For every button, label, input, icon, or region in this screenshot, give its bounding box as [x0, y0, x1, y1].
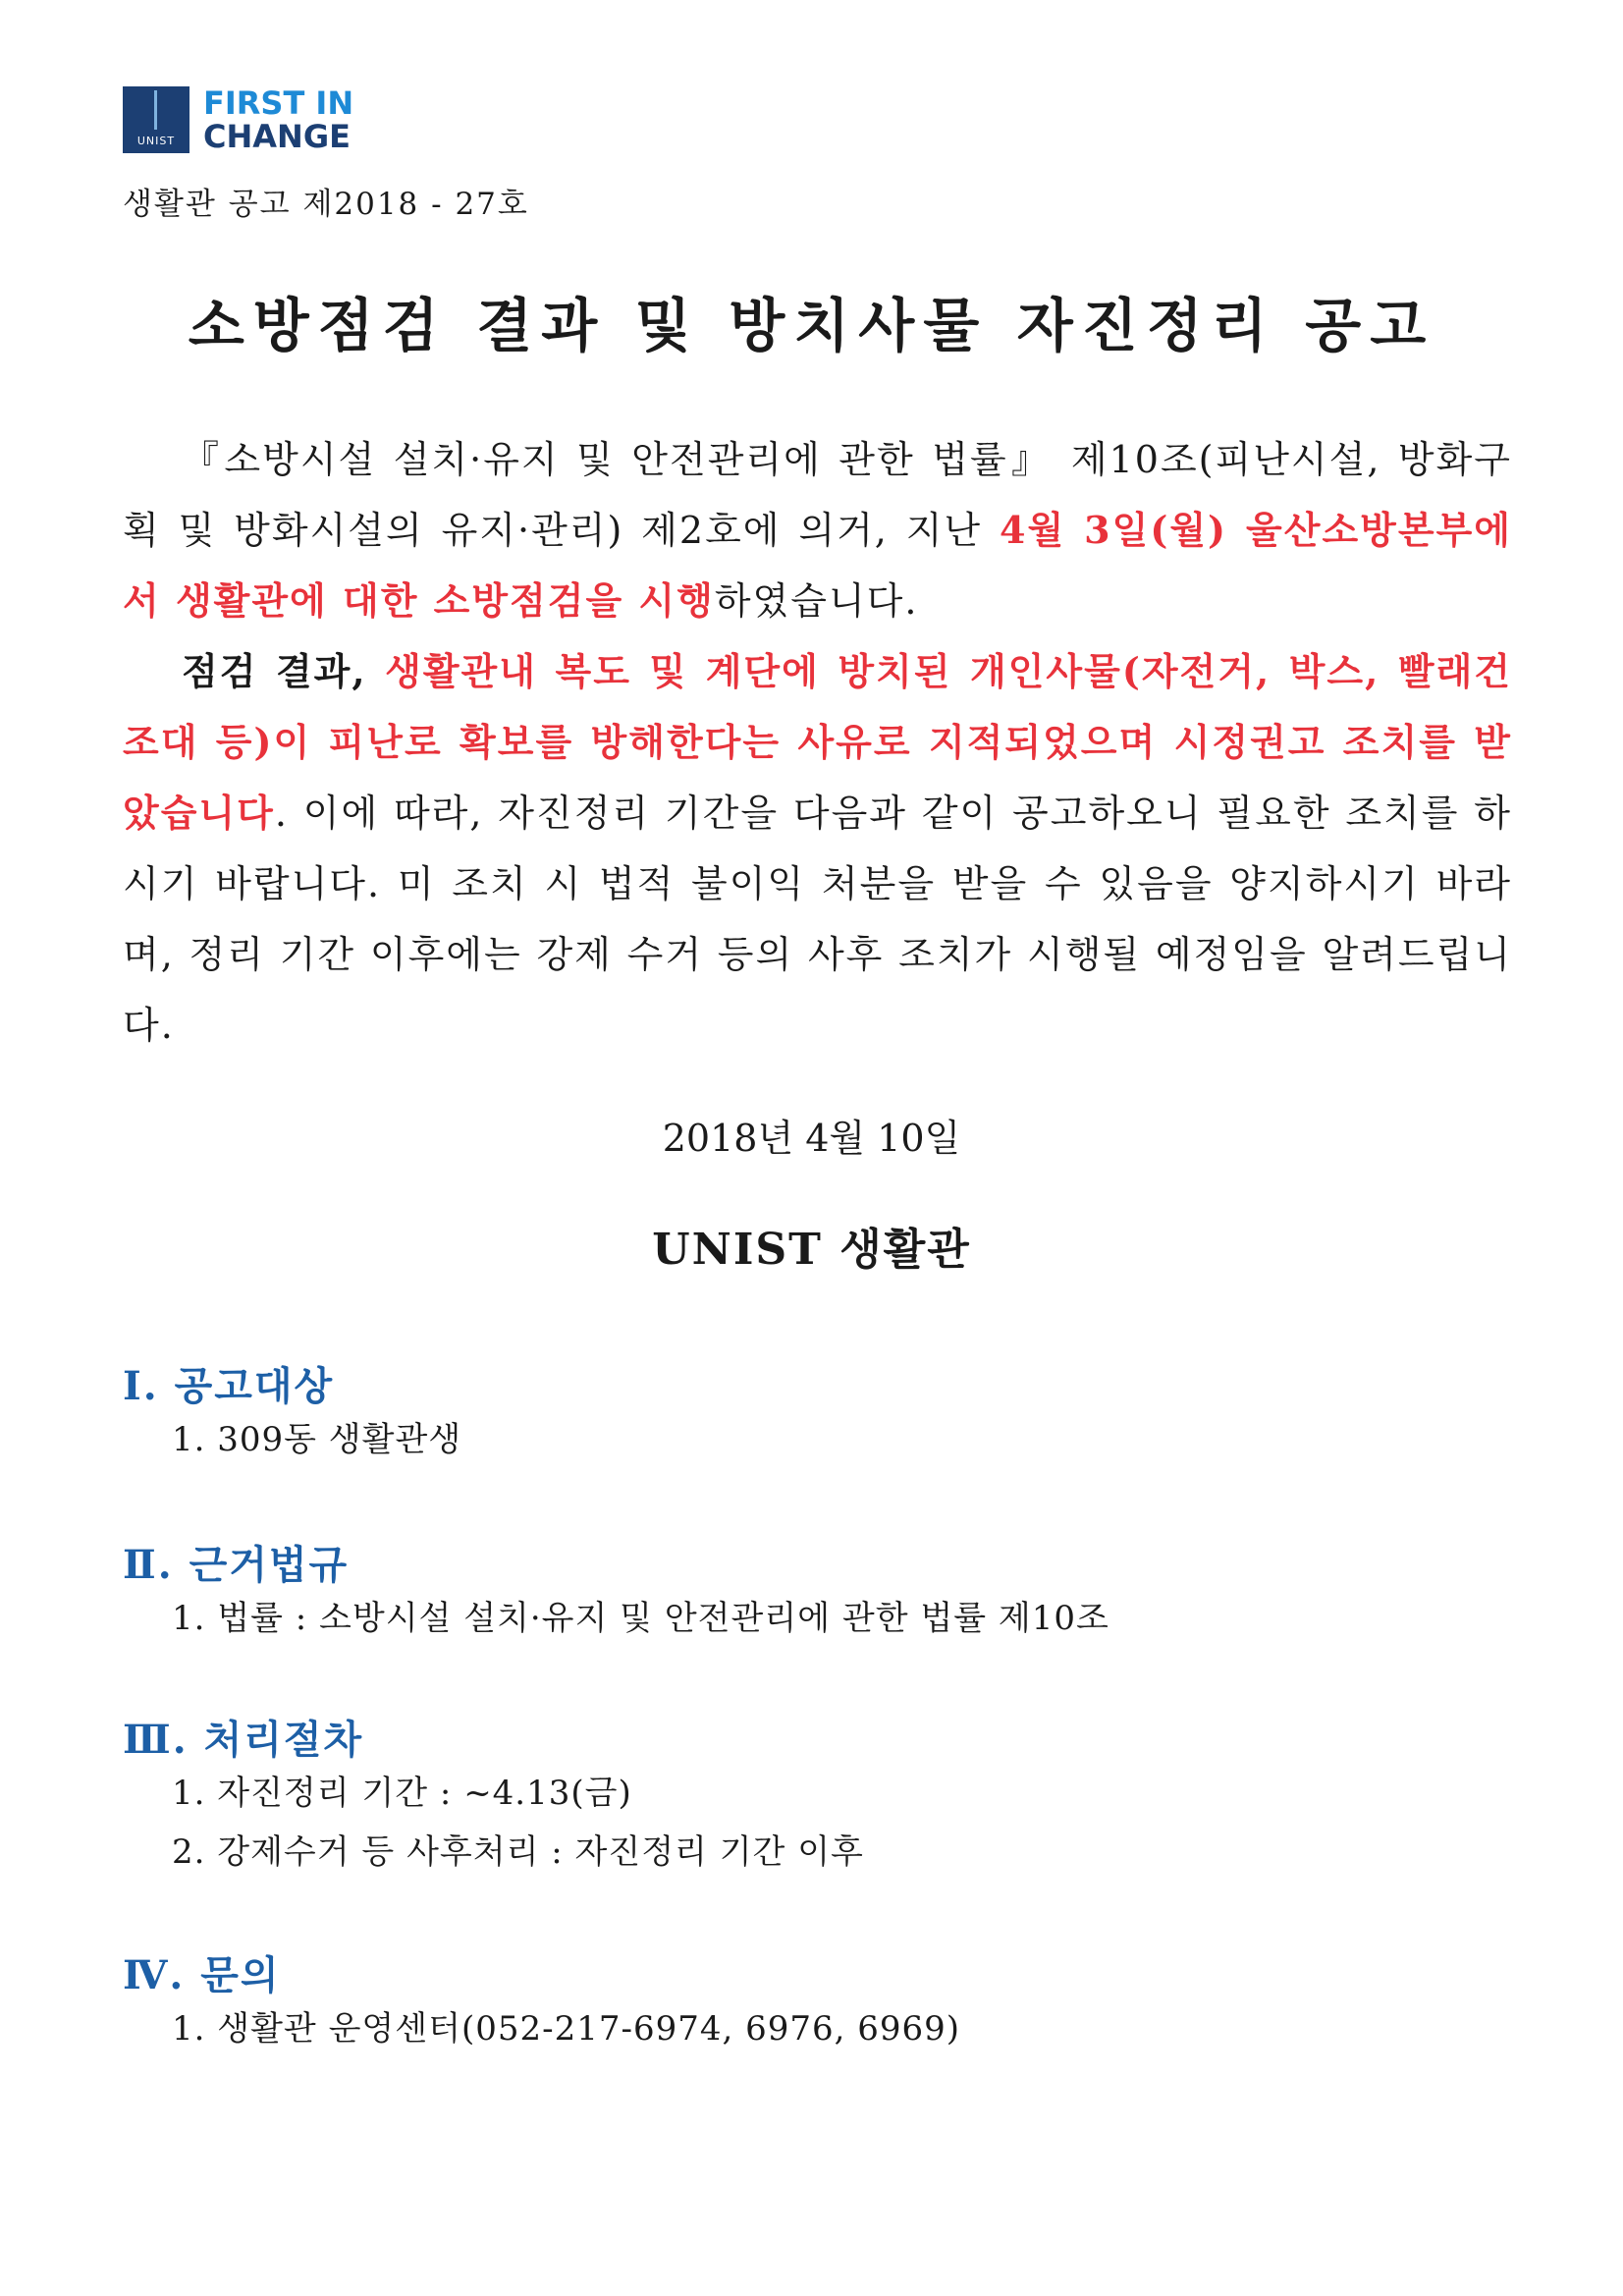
- unist-logo-mark: [123, 86, 189, 153]
- section-item: 1. 생활관 운영센터(052-217-6974, 6976, 6969): [172, 2009, 961, 2049]
- p1-highlight: 4월 3일(월) 울산소방본부에서 생활관에 대한 소방점검을 시행: [123, 508, 1512, 623]
- slogan-line-1: FIRST IN: [203, 84, 354, 122]
- p2-lead: 점검 결과,: [182, 649, 386, 693]
- section-heading: Ⅰ. 공고대상: [123, 1363, 335, 1409]
- issue-date: 2018년 4월 10일: [662, 1117, 961, 1160]
- section-target: [123, 1355, 1512, 1471]
- section-item: 1. 309동 생활관생: [172, 1420, 462, 1459]
- slogan-line-2: CHANGE: [203, 118, 351, 155]
- announcement-body: [123, 424, 1512, 1061]
- issuing-organization: UNIST 생활관: [652, 1225, 971, 1275]
- logo-word: UNIST: [136, 135, 176, 147]
- section-procedure: [123, 1709, 1512, 1884]
- notice-number: 생활관 공고 제2018 - 27호: [123, 187, 529, 222]
- p2-highlight: 생활관내 복도 및 계단에 방치된 개인사물(자전거, 박스, 빨래건조대 등)이 피난로 확보를 방해한다는 사유로 지적되었으며 시정권고 조치를 받았습니다: [123, 649, 1513, 835]
- document-title: 소방점검 결과 및 방치사물 자진정리 공고: [188, 292, 1435, 359]
- section-heading: Ⅲ. 처리절차: [123, 1717, 364, 1763]
- unist-logo: [123, 84, 353, 155]
- paragraph-1: [123, 424, 1512, 636]
- section-item: 1. 법률 : 소방시설 설치·유지 및 안전관리에 관한 법률 제10조: [172, 1599, 1109, 1638]
- paragraph-2: [123, 636, 1512, 1061]
- section-item: 1. 자진정리 기간 : ~4.13(금): [172, 1774, 632, 1813]
- section-legal-basis: [123, 1534, 1512, 1650]
- section-heading: Ⅱ. 근거법규: [123, 1542, 350, 1588]
- section-inquiry: [123, 1944, 1512, 2060]
- section-heading: Ⅳ. 문의: [123, 1952, 281, 1998]
- p1-text-b: 하였습니다.: [714, 579, 919, 623]
- p1-text-a: 『소방시설 설치·유지 및 안전관리에 관한 법률』 제10조(피난시설, 방화구획 및 방화시설의 유지·관리) 제2호에 의거, 지난: [123, 438, 1512, 552]
- p2-text: . 이에 따라, 자진정리 기간을 다음과 같이 공고하오니 필요한 조치를 하시기 바랍니다. 미 조치 시 법적 불이익 처분을 받을 수 있음을 양지하시기 바라며, 정리 기간 이후에는 강제 수거 등의 사후 조치가 시행될 예정임을 알려드립니다.: [123, 792, 1512, 1047]
- logo-slogan: [203, 86, 353, 153]
- section-item: 2. 강제수거 등 사후처리 : 자진정리 기간 이후: [172, 1832, 864, 1872]
